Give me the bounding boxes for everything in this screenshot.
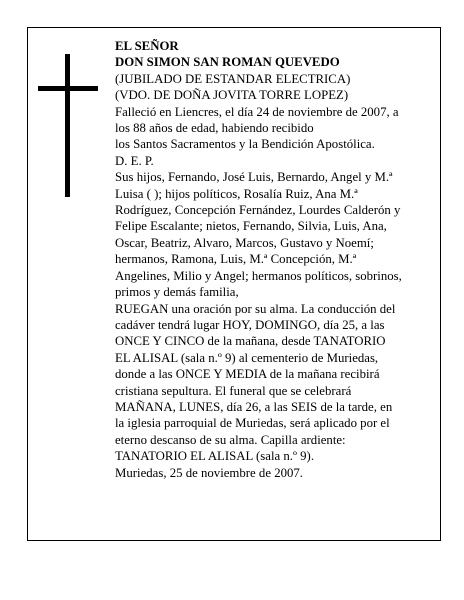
notice-line: la iglesia parroquial de Muriedas, será aplicado por el <box>115 416 390 431</box>
notice-line: TANATORIO EL ALISAL (sala n.º 9). <box>115 449 315 464</box>
notice-line: Angelines, Milio y Angel; hermanos políticos, sobrinos, <box>115 268 402 283</box>
notice-line: los Santos Sacramentos y la Bendición Apostólica. <box>115 137 375 152</box>
notice-line: ONCE Y CINCO de la mañana, desde TANATORIO <box>115 334 386 349</box>
notice-line: MAÑANA, LUNES, día 26, a las SEIS de la tarde, en <box>115 399 393 414</box>
notice-line: EL ALISAL (sala n.º 9) al cementerio de Muriedas, <box>115 350 379 365</box>
notice-line: eterno descanso de su alma. Capilla ardiente: <box>115 432 346 447</box>
obituary-text <box>115 38 435 481</box>
notice-line: DON SIMON SAN ROMAN QUEVEDO <box>115 55 340 70</box>
obituary-notice <box>27 27 441 541</box>
notice-line: los 88 años de edad, habiendo recibido <box>115 121 314 136</box>
notice-line: primos y demás familia, <box>115 285 239 300</box>
notice-line: D. E. P. <box>115 153 154 168</box>
notice-line: Oscar, Beatriz, Alvaro, Marcos, Gustavo y Noemí; <box>115 235 374 250</box>
notice-line: EL SEÑOR <box>115 39 179 53</box>
notice-line: Muriedas, 25 de noviembre de 2007. <box>115 465 303 480</box>
notice-line: hermanos, Ramona, Luis, M.ª Concepción, M.ª <box>115 252 357 267</box>
cross-vertical-bar <box>65 54 70 197</box>
notice-line: Rodríguez, Concepción Fernández, Lourdes Calderón y <box>115 203 401 218</box>
cross-horizontal-bar <box>38 86 98 91</box>
notice-line: Felipe Escalante; nietos, Fernando, Silvia, Luis, Ana, <box>115 219 387 234</box>
notice-line: Sus hijos, Fernando, José Luis, Bernardo, Angel y M.ª <box>115 170 393 185</box>
notice-line: cadáver tendrá lugar HOY, DOMINGO, día 25, a las <box>115 317 385 332</box>
notice-line: Luisa ( ); hijos políticos, Rosalía Ruiz, Ana M.ª <box>115 186 358 201</box>
notice-line: donde a las ONCE Y MEDIA de la mañana recibirá <box>115 367 380 382</box>
notice-line: (VDO. DE DOÑA JOVITA TORRE LOPEZ) <box>115 88 349 103</box>
notice-line: cristiana sepultura. El funeral que se celebrará <box>115 383 352 398</box>
notice-line: (JUBILADO DE ESTANDAR ELECTRICA) <box>115 71 351 86</box>
notice-line: RUEGAN una oración por su alma. La conducción del <box>115 301 396 316</box>
notice-line: Falleció en Liencres, el día 24 de noviembre de 2007, a <box>115 104 399 119</box>
